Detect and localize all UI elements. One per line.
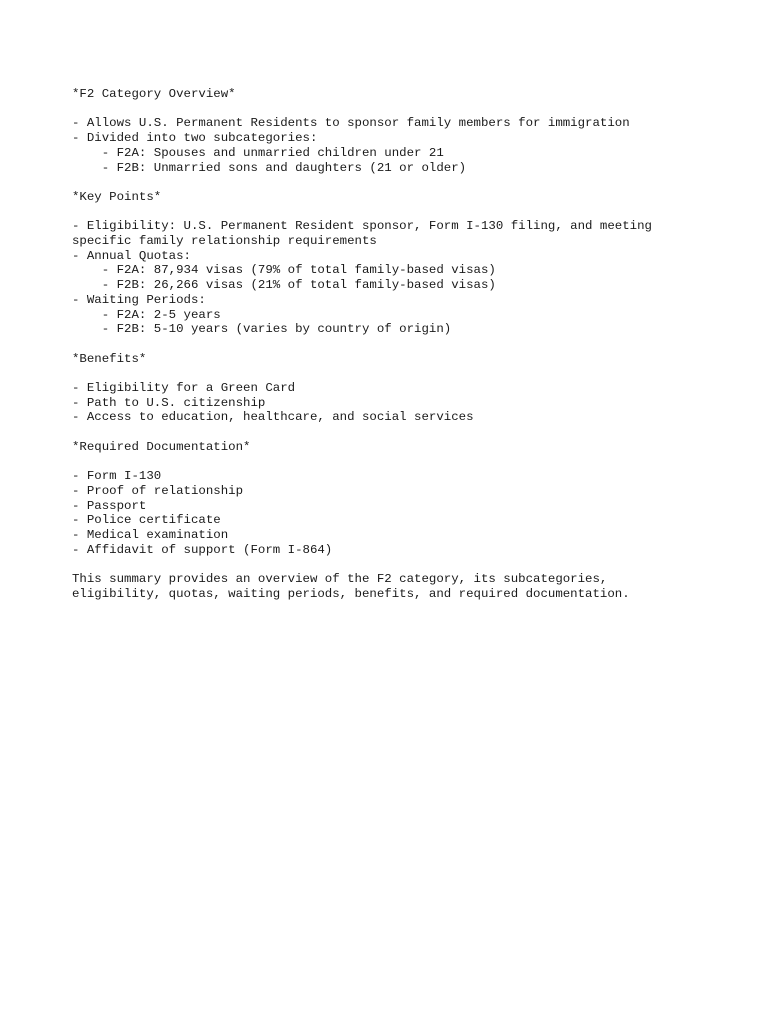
spacer [72,454,692,469]
list-item: - Annual Quotas: [72,248,191,263]
spacer [72,557,692,572]
section-heading-overview: *F2 Category Overview* [72,87,236,101]
list-item: - Form I-130 [72,469,162,484]
list-item: - Waiting Periods: [72,292,206,307]
spacer [72,205,692,220]
summary-paragraph: This summary provides an overview of the F2 category, its subcategories, [72,572,608,587]
list-subitem: - F2A: 2-5 years [72,307,221,322]
section-heading-benefits: *Benefits* [72,351,147,366]
list-item: - Affidavit of support (Form I-864) [72,542,333,557]
spacer [72,337,692,352]
list-item: - Passport [72,498,147,513]
section-heading-documentation: *Required Documentation* [72,439,251,454]
list-item-continuation: specific family relationship requirements [72,233,377,248]
list-item: - Access to education, healthcare, and social services [72,410,474,425]
list-subitem: - F2B: Unmarried sons and daughters (21 or older) [72,160,467,175]
spacer [72,425,692,440]
spacer [72,366,692,381]
list-item: - Allows U.S. Permanent Residents to sponsor family members for immigration [72,116,630,131]
section-heading-key-points: *Key Points* [72,189,162,204]
list-subitem: - F2B: 5-10 years (varies by country of origin) [72,322,452,337]
list-item: - Eligibility: U.S. Permanent Resident sponsor, Form I-130 filing, and meeting [72,219,652,234]
list-item: - Proof of relationship [72,483,244,498]
list-item: - Path to U.S. citizenship [72,395,266,410]
list-subitem: - F2A: Spouses and unmarried children under 21 [72,145,444,160]
list-item: - Eligibility for a Green Card [72,380,296,395]
list-item: - Police certificate [72,513,221,528]
list-item: - Divided into two subcategories: [72,131,318,146]
document-page [72,87,692,601]
spacer [72,102,692,117]
spacer [72,175,692,190]
list-subitem: - F2B: 26,266 visas (21% of total family-based visas) [72,278,496,293]
list-item: - Medical examination [72,527,229,542]
summary-paragraph: eligibility, quotas, waiting periods, benefits, and required documentation. [72,586,630,601]
list-subitem: - F2A: 87,934 visas (79% of total family-based visas) [72,263,496,278]
